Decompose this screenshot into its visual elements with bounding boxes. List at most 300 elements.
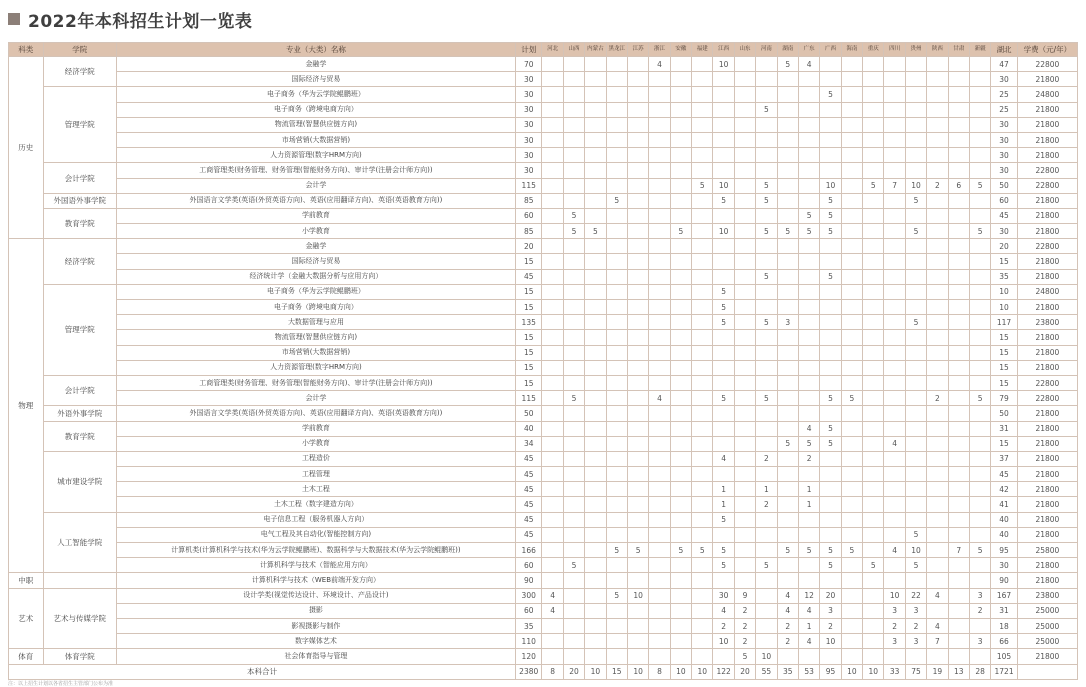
value-cell [563, 603, 584, 618]
value-cell [563, 436, 584, 451]
value-cell [692, 87, 713, 102]
value-cell [905, 117, 926, 132]
value-cell: 4 [798, 634, 819, 649]
value-cell [563, 330, 584, 345]
value-cell [627, 239, 648, 254]
header-cell: 黑龙江 [606, 43, 627, 57]
value-cell: 30 [991, 558, 1017, 573]
value-cell [649, 558, 670, 573]
value-cell [692, 634, 713, 649]
value-cell: 66 [991, 634, 1017, 649]
value-cell [627, 421, 648, 436]
value-cell: 47 [991, 57, 1017, 72]
value-cell [563, 345, 584, 360]
value-cell: 22800 [1017, 375, 1077, 390]
value-cell [606, 178, 627, 193]
value-cell: 25 [991, 102, 1017, 117]
value-cell [606, 573, 627, 588]
value-cell [606, 163, 627, 178]
value-cell [820, 482, 841, 497]
value-cell: 5 [756, 315, 777, 330]
value-cell [841, 588, 862, 603]
value-cell [820, 132, 841, 147]
value-cell: 2 [734, 634, 755, 649]
value-cell [777, 360, 798, 375]
value-cell: 5 [905, 315, 926, 330]
table-row [9, 406, 1078, 421]
header-cell: 内蒙古 [585, 43, 606, 57]
value-cell [969, 163, 990, 178]
value-cell: 2 [734, 603, 755, 618]
value-cell: 21800 [1017, 421, 1077, 436]
value-cell [777, 421, 798, 436]
value-cell [841, 117, 862, 132]
value-cell [798, 406, 819, 421]
value-cell [756, 330, 777, 345]
value-cell [841, 527, 862, 542]
value-cell [585, 254, 606, 269]
value-cell [905, 451, 926, 466]
value-cell [734, 72, 755, 87]
value-cell [585, 284, 606, 299]
value-cell [777, 649, 798, 664]
value-cell [948, 208, 969, 223]
value-cell [542, 269, 563, 284]
value-cell [948, 163, 969, 178]
value-cell [798, 163, 819, 178]
value-cell [734, 132, 755, 147]
value-cell: 5 [713, 284, 734, 299]
table-row [9, 391, 1078, 406]
category-cell: 艺术 [9, 588, 44, 649]
value-cell [948, 467, 969, 482]
value-cell [798, 391, 819, 406]
value-cell: 5 [798, 543, 819, 558]
value-cell [820, 467, 841, 482]
value-cell [863, 224, 884, 239]
value-cell [542, 543, 563, 558]
value-cell [734, 102, 755, 117]
value-cell [713, 163, 734, 178]
header-cell: 江苏 [627, 43, 648, 57]
value-cell [734, 436, 755, 451]
value-cell [649, 345, 670, 360]
value-cell: 5 [756, 224, 777, 239]
value-cell [563, 57, 584, 72]
value-cell: 4 [927, 618, 948, 633]
value-cell [563, 543, 584, 558]
value-cell [948, 634, 969, 649]
value-cell: 15 [991, 436, 1017, 451]
value-cell [692, 406, 713, 421]
value-cell [670, 193, 691, 208]
value-cell [948, 375, 969, 390]
major-cell: 计算机科学与技术（智能应用方向） [116, 558, 515, 573]
value-cell [606, 451, 627, 466]
major-cell: 物流管理(智慧供应链方向) [116, 330, 515, 345]
value-cell: 30 [515, 148, 541, 163]
value-cell: 5 [756, 178, 777, 193]
value-cell [627, 254, 648, 269]
value-cell: 34 [515, 436, 541, 451]
value-cell [905, 148, 926, 163]
major-cell: 土木工程 [116, 482, 515, 497]
college-cell: 会计学院 [43, 375, 116, 405]
college-cell [43, 573, 116, 588]
value-cell [542, 482, 563, 497]
value-cell: 5 [777, 224, 798, 239]
value-cell [863, 573, 884, 588]
value-cell [563, 300, 584, 315]
value-cell: 85 [515, 193, 541, 208]
value-cell: 37 [991, 451, 1017, 466]
value-cell [606, 117, 627, 132]
value-cell: 35 [515, 618, 541, 633]
value-cell [841, 467, 862, 482]
value-cell [649, 482, 670, 497]
value-cell [542, 87, 563, 102]
value-cell: 21800 [1017, 269, 1077, 284]
value-cell [670, 497, 691, 512]
value-cell: 45 [515, 482, 541, 497]
value-cell [734, 224, 755, 239]
value-cell [756, 72, 777, 87]
value-cell: 10 [884, 588, 905, 603]
value-cell [905, 421, 926, 436]
major-cell: 土木工程（数字建造方向） [116, 497, 515, 512]
value-cell [884, 467, 905, 482]
value-cell [905, 87, 926, 102]
value-cell [777, 178, 798, 193]
value-cell [841, 193, 862, 208]
college-cell: 人工智能学院 [43, 512, 116, 573]
value-cell: 5 [627, 543, 648, 558]
table-row [9, 375, 1078, 390]
value-cell: 4 [649, 57, 670, 72]
value-cell [542, 178, 563, 193]
value-cell [670, 72, 691, 87]
value-cell: 5 [820, 87, 841, 102]
major-cell: 人力资源管理(数字HRM方向) [116, 360, 515, 375]
value-cell: 5 [713, 558, 734, 573]
table-row [9, 300, 1078, 315]
value-cell: 5 [713, 512, 734, 527]
value-cell [692, 163, 713, 178]
value-cell [905, 482, 926, 497]
value-cell [905, 330, 926, 345]
value-cell [948, 588, 969, 603]
table-row [9, 284, 1078, 299]
value-cell [606, 375, 627, 390]
value-cell [563, 102, 584, 117]
value-cell: 10 [713, 57, 734, 72]
value-cell [905, 239, 926, 254]
table-row [9, 239, 1078, 254]
value-cell [670, 634, 691, 649]
value-cell [563, 239, 584, 254]
value-cell: 10 [820, 634, 841, 649]
value-cell [905, 208, 926, 223]
value-cell [777, 148, 798, 163]
value-cell [905, 573, 926, 588]
major-cell: 学前教育 [116, 208, 515, 223]
value-cell: 25000 [1017, 618, 1077, 633]
value-cell: 21800 [1017, 451, 1077, 466]
value-cell: 5 [670, 224, 691, 239]
value-cell: 30 [991, 148, 1017, 163]
value-cell: 135 [515, 315, 541, 330]
value-cell [863, 467, 884, 482]
value-cell [948, 57, 969, 72]
college-cell: 外国语外事学院 [43, 193, 116, 208]
value-cell [542, 132, 563, 147]
value-cell [863, 345, 884, 360]
value-cell: 10 [905, 543, 926, 558]
value-cell [756, 603, 777, 618]
value-cell [734, 178, 755, 193]
value-cell [969, 345, 990, 360]
value-cell [756, 57, 777, 72]
value-cell [756, 300, 777, 315]
header-cell: 贵州 [905, 43, 926, 57]
value-cell: 30 [991, 163, 1017, 178]
value-cell [905, 72, 926, 87]
value-cell: 2 [820, 618, 841, 633]
value-cell [927, 421, 948, 436]
value-cell [734, 573, 755, 588]
value-cell [884, 406, 905, 421]
value-cell [692, 497, 713, 512]
value-cell [820, 57, 841, 72]
value-cell: 30 [991, 72, 1017, 87]
value-cell [927, 497, 948, 512]
value-cell [927, 345, 948, 360]
value-cell: 21800 [1017, 649, 1077, 664]
value-cell [777, 117, 798, 132]
value-cell [670, 163, 691, 178]
college-cell: 教育学院 [43, 421, 116, 451]
value-cell [670, 102, 691, 117]
value-cell [798, 467, 819, 482]
value-cell [606, 467, 627, 482]
value-cell [649, 527, 670, 542]
value-cell [863, 87, 884, 102]
value-cell [585, 406, 606, 421]
value-cell [969, 558, 990, 573]
value-cell [713, 239, 734, 254]
value-cell: 5 [606, 543, 627, 558]
major-cell: 国际经济与贸易 [116, 254, 515, 269]
value-cell [692, 239, 713, 254]
value-cell: 21800 [1017, 72, 1077, 87]
value-cell [542, 558, 563, 573]
value-cell [948, 603, 969, 618]
value-cell: 2 [905, 618, 926, 633]
value-cell: 30 [515, 132, 541, 147]
value-cell [820, 345, 841, 360]
value-cell [692, 330, 713, 345]
value-cell [969, 102, 990, 117]
value-cell: 9 [734, 588, 755, 603]
value-cell: 21800 [1017, 330, 1077, 345]
value-cell: 5 [777, 57, 798, 72]
value-cell [777, 300, 798, 315]
enrollment-plan-table [8, 42, 1078, 680]
major-cell: 电子商务（跨境电商方向） [116, 102, 515, 117]
value-cell [692, 224, 713, 239]
value-cell [841, 300, 862, 315]
college-cell: 体育学院 [43, 649, 116, 664]
value-cell [585, 543, 606, 558]
value-cell [627, 330, 648, 345]
title-square-icon [8, 13, 20, 25]
value-cell [649, 436, 670, 451]
value-cell [670, 117, 691, 132]
value-cell [756, 467, 777, 482]
value-cell [585, 375, 606, 390]
value-cell: 5 [713, 543, 734, 558]
value-cell: 3 [884, 634, 905, 649]
value-cell: 90 [991, 573, 1017, 588]
major-cell: 人力资源管理(数字HRM方向) [116, 148, 515, 163]
value-cell [627, 375, 648, 390]
value-cell [585, 391, 606, 406]
value-cell [627, 558, 648, 573]
value-cell [927, 163, 948, 178]
value-cell [948, 527, 969, 542]
value-cell [692, 208, 713, 223]
value-cell [756, 148, 777, 163]
value-cell [863, 375, 884, 390]
value-cell [585, 421, 606, 436]
value-cell [969, 208, 990, 223]
value-cell [606, 148, 627, 163]
total-value-cell: 10 [841, 664, 862, 679]
value-cell [927, 543, 948, 558]
value-cell [563, 482, 584, 497]
value-cell [777, 330, 798, 345]
value-cell: 45 [515, 451, 541, 466]
table-row [9, 224, 1078, 239]
value-cell [585, 178, 606, 193]
value-cell: 2 [927, 178, 948, 193]
value-cell [649, 421, 670, 436]
value-cell [627, 178, 648, 193]
value-cell [649, 406, 670, 421]
value-cell [542, 102, 563, 117]
value-cell [948, 132, 969, 147]
value-cell [713, 117, 734, 132]
major-cell: 经济统计学（金融大数据分析与应用方向） [116, 269, 515, 284]
college-cell: 管理学院 [43, 87, 116, 163]
value-cell [692, 588, 713, 603]
value-cell: 15 [515, 330, 541, 345]
value-cell [969, 72, 990, 87]
value-cell: 25800 [1017, 543, 1077, 558]
value-cell [734, 421, 755, 436]
value-cell [585, 117, 606, 132]
title-text: 2022年本科招生计划一览表 [28, 11, 253, 32]
value-cell [563, 497, 584, 512]
value-cell: 21800 [1017, 360, 1077, 375]
value-cell [948, 315, 969, 330]
value-cell: 5 [820, 421, 841, 436]
value-cell [542, 224, 563, 239]
value-cell [884, 315, 905, 330]
total-value-cell: 2380 [515, 664, 541, 679]
value-cell: 22800 [1017, 178, 1077, 193]
value-cell: 5 [713, 391, 734, 406]
header-cell: 湖南 [777, 43, 798, 57]
header-cell: 海南 [841, 43, 862, 57]
value-cell [798, 360, 819, 375]
value-cell [841, 603, 862, 618]
value-cell: 50 [991, 178, 1017, 193]
value-cell [713, 254, 734, 269]
table-row [9, 573, 1078, 588]
value-cell: 2 [927, 391, 948, 406]
value-cell [670, 375, 691, 390]
value-cell [606, 330, 627, 345]
value-cell [585, 467, 606, 482]
value-cell [863, 148, 884, 163]
value-cell: 22800 [1017, 57, 1077, 72]
value-cell [542, 527, 563, 542]
value-cell: 22 [905, 588, 926, 603]
value-cell [649, 148, 670, 163]
major-cell: 数字媒体艺术 [116, 634, 515, 649]
value-cell: 41 [991, 497, 1017, 512]
header-cell: 河南 [756, 43, 777, 57]
value-cell [734, 269, 755, 284]
value-cell [627, 634, 648, 649]
value-cell [884, 269, 905, 284]
category-cell: 体育 [9, 649, 44, 664]
value-cell [948, 87, 969, 102]
value-cell [585, 497, 606, 512]
value-cell [777, 284, 798, 299]
value-cell [969, 512, 990, 527]
value-cell [820, 284, 841, 299]
value-cell [863, 436, 884, 451]
value-cell: 10 [991, 284, 1017, 299]
value-cell [969, 421, 990, 436]
value-cell: 1 [713, 482, 734, 497]
major-cell: 市场营销(大数据营销) [116, 345, 515, 360]
value-cell [692, 558, 713, 573]
value-cell [585, 193, 606, 208]
value-cell [734, 558, 755, 573]
value-cell [756, 345, 777, 360]
table-row [9, 269, 1078, 284]
value-cell: 30 [515, 87, 541, 102]
value-cell [692, 254, 713, 269]
value-cell [542, 148, 563, 163]
value-cell [798, 193, 819, 208]
value-cell [606, 224, 627, 239]
value-cell [670, 391, 691, 406]
header-cell: 广东 [798, 43, 819, 57]
value-cell [884, 391, 905, 406]
table-row [9, 467, 1078, 482]
value-cell [863, 208, 884, 223]
value-cell: 25000 [1017, 634, 1077, 649]
value-cell: 10 [756, 649, 777, 664]
header-cell: 甘肃 [948, 43, 969, 57]
value-cell [969, 315, 990, 330]
value-cell: 5 [820, 224, 841, 239]
value-cell [627, 482, 648, 497]
